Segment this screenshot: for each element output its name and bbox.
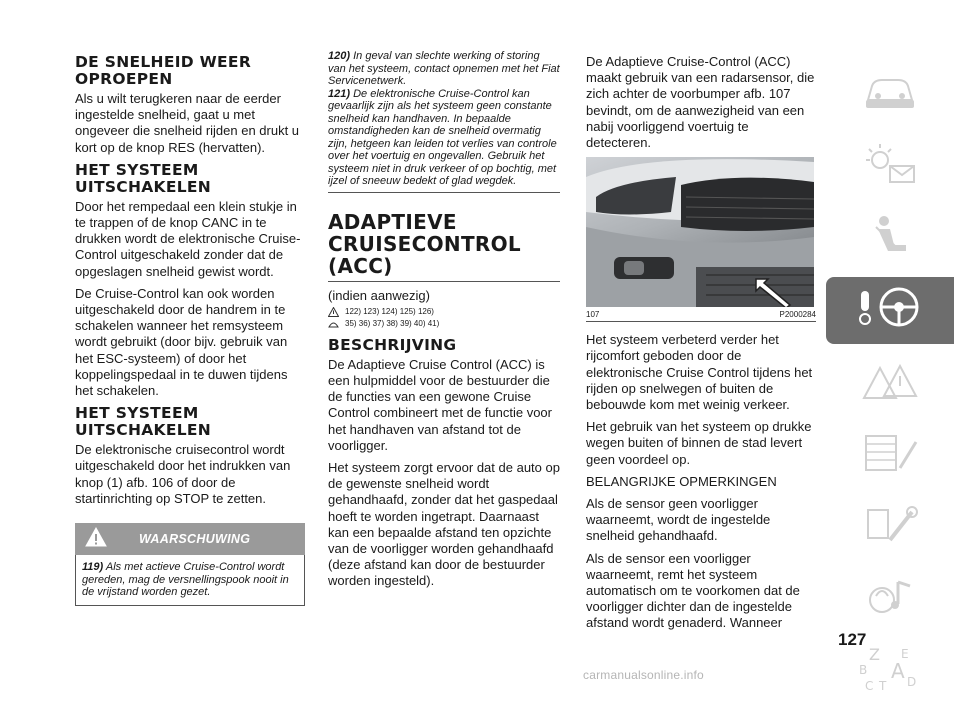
warning-body: Als met actieve Cruise-Control wordt gereden, mag de versnellingspook nooit in de vrijstand worden gezet. <box>82 561 289 599</box>
tools-icon <box>860 430 920 479</box>
column-2 <box>328 50 560 596</box>
figure-code: P2000284 <box>779 310 816 320</box>
tab-emergency[interactable] <box>826 349 954 416</box>
warning-triangle-icon <box>85 527 107 552</box>
pointer-arrow-icon <box>754 277 794 307</box>
divider <box>328 192 560 193</box>
index-letter: Z <box>869 644 880 664</box>
index-letter: D <box>907 674 917 689</box>
tab-maintenance[interactable] <box>826 421 954 488</box>
index-letter: B <box>859 662 868 677</box>
paragraph: De Adaptieve Cruise Control (ACC) is een hulpmiddel voor de bestuurder die de functies van een gewone Cruise Control combineert met de functie voor het handhaven van afstand tot de voorligger. <box>328 356 552 453</box>
tab-dashboard[interactable] <box>826 61 954 128</box>
index-icon <box>855 645 925 697</box>
index-letter: C <box>865 678 874 693</box>
section-heading: HET SYSTEEM UITSCHAKELEN <box>75 404 212 440</box>
paragraph: Het systeem zorgt ervoor dat de auto op de gewenste snelheid wordt gehandhaafd, zonder dat het gaspedaal hoeft te worden ingetrapt. Daarnaast kan een bepaalde afstand ten opzichte van de voorligger worden gehandhaafd (deze afstand kan door de bestuurder worden ingesteld). <box>328 459 560 589</box>
multimedia-icon <box>860 574 920 623</box>
info-refs <box>328 319 560 329</box>
paragraph: BELANGRIJKE OPMERKINGEN <box>586 473 777 489</box>
warning-text <box>75 555 305 606</box>
refs-text: 122) 123) 124) 125) 126) <box>345 307 434 317</box>
note-number: 121) <box>328 87 351 100</box>
tab-starting-driving[interactable] <box>826 277 954 344</box>
paragraph: Door het rempedaal een klein stukje in te trappen of de knop CANC in te drukken wordt de elektronische Cruise-Control uitgeschakeld zonder dat de opgeslagen snelheid gewist wordt. <box>75 198 301 279</box>
note-text: De elektronische Cruise-Control kan gevaarlijk zijn als het systeem geen constante snelheid kan handhaven. In bepaalde omstandigheden kan de snelheid overmatig zijn, hetgeen kan leiden tot verlies van controle over het voertuig en ongevallen. Gebruik het systeem niet in druk verkeer of op bochtig, met ijzel of sneeuw bedekt of glad wegdek. <box>328 87 557 187</box>
warning-refs <box>328 307 560 317</box>
paragraph: Als u wilt terugkeren naar de eerder ingestelde snelheid, gaat u met ongeveer die snelheid rijden en drukt u kort op de knop RES (hervatten). <box>75 91 300 155</box>
steering-key-icon <box>855 285 925 336</box>
warning-title: WAARSCHUWING <box>139 532 251 547</box>
paragraph: Het systeem verbeterd verder het rijcomfort geboden door de elektronische Cruise Control tijdens het rijden op snelwegen of buiten de bebouwde kom met weinig verkeer. <box>586 332 813 413</box>
figure-caption <box>586 310 816 322</box>
warning-lights-icon <box>860 142 920 191</box>
paragraph: De Cruise-Control kan ook worden uitgeschakeld door de handrem in te schakelen wanneer het remsysteem wordt gebruikt (door bijv. gebruik van het ESC-systeem) of door het koppelingspedaal in te duwen tijdens het schakelen. <box>75 285 288 399</box>
tab-multimedia[interactable] <box>826 565 954 632</box>
refs-text: 35) 36) 37) 38) 39) 40) 41) <box>345 319 440 329</box>
note-121 <box>328 88 560 188</box>
watermark: carmanualsonline.info <box>583 668 704 682</box>
availability-note: (indien aanwezig) <box>328 287 430 303</box>
section-heading: DE SNELHEID WEER OPROEPEN <box>75 53 252 88</box>
paragraph: De elektronische cruisecontrol wordt uitgeschakeld door het indrukken van knop (1) afb. 106 of door de startinrichting op STOP te zetten. <box>75 442 291 506</box>
warning-header <box>75 523 305 555</box>
car-dashboard-icon <box>860 72 920 117</box>
chapter-title: ADAPTIEVE CRUISECONTROL (ACC) <box>328 209 521 278</box>
paragraph: De Adaptieve Cruise-Control (ACC) maakt gebruik van een radarsensor, die zich achter de voorbumper afb. 107 bevindt, om de aanwezigheid van een nabij voorliggend voertuig te detecteren. <box>586 54 815 151</box>
page-number: 127 <box>838 630 867 649</box>
section-heading: HET SYSTEEM UITSCHAKELEN <box>75 160 212 196</box>
seat-safety-icon <box>860 213 920 264</box>
index-letter: T <box>879 678 887 693</box>
index-letter: A <box>891 658 905 683</box>
chapter-sidebar <box>826 61 960 709</box>
road-warning-icon <box>860 358 920 407</box>
tab-safety[interactable] <box>826 205 954 272</box>
column-1 <box>75 54 305 606</box>
figure-number: 107 <box>586 310 600 320</box>
service-wrench-icon <box>860 502 920 551</box>
index-letter: E <box>901 646 909 661</box>
paragraph: Het gebruik van het systeem op drukke wegen buiten of binnen de stad levert geen voordeel op. <box>586 419 812 467</box>
section-heading: BESCHRIJVING <box>328 335 457 354</box>
divider <box>328 281 560 282</box>
warning-triangle-icon <box>328 307 339 317</box>
note-number: 119) <box>82 561 104 574</box>
warning-box <box>75 523 305 606</box>
note-120 <box>328 50 560 88</box>
paragraph: Als de sensor geen voorligger waarneemt, wordt de ingestelde snelheid gehandhaafd. <box>586 496 771 544</box>
paragraph: Als de sensor een voorligger waarneemt, remt het systeem automatisch om te voorkomen dat de voorligger dichter dan de ingestelde afstand wordt genaderd. Wanneer <box>586 550 800 631</box>
column-3 <box>586 54 816 638</box>
info-icon <box>328 319 339 329</box>
tab-technical-data[interactable] <box>826 493 954 560</box>
note-text: In geval van slechte werking of storing van het systeem, contact opnemen met het Fiat Servicenetwerk. <box>328 50 560 87</box>
tab-warning-lights[interactable] <box>826 133 954 200</box>
figure-car-front-radar <box>586 157 814 307</box>
note-number: 120) <box>328 50 351 62</box>
